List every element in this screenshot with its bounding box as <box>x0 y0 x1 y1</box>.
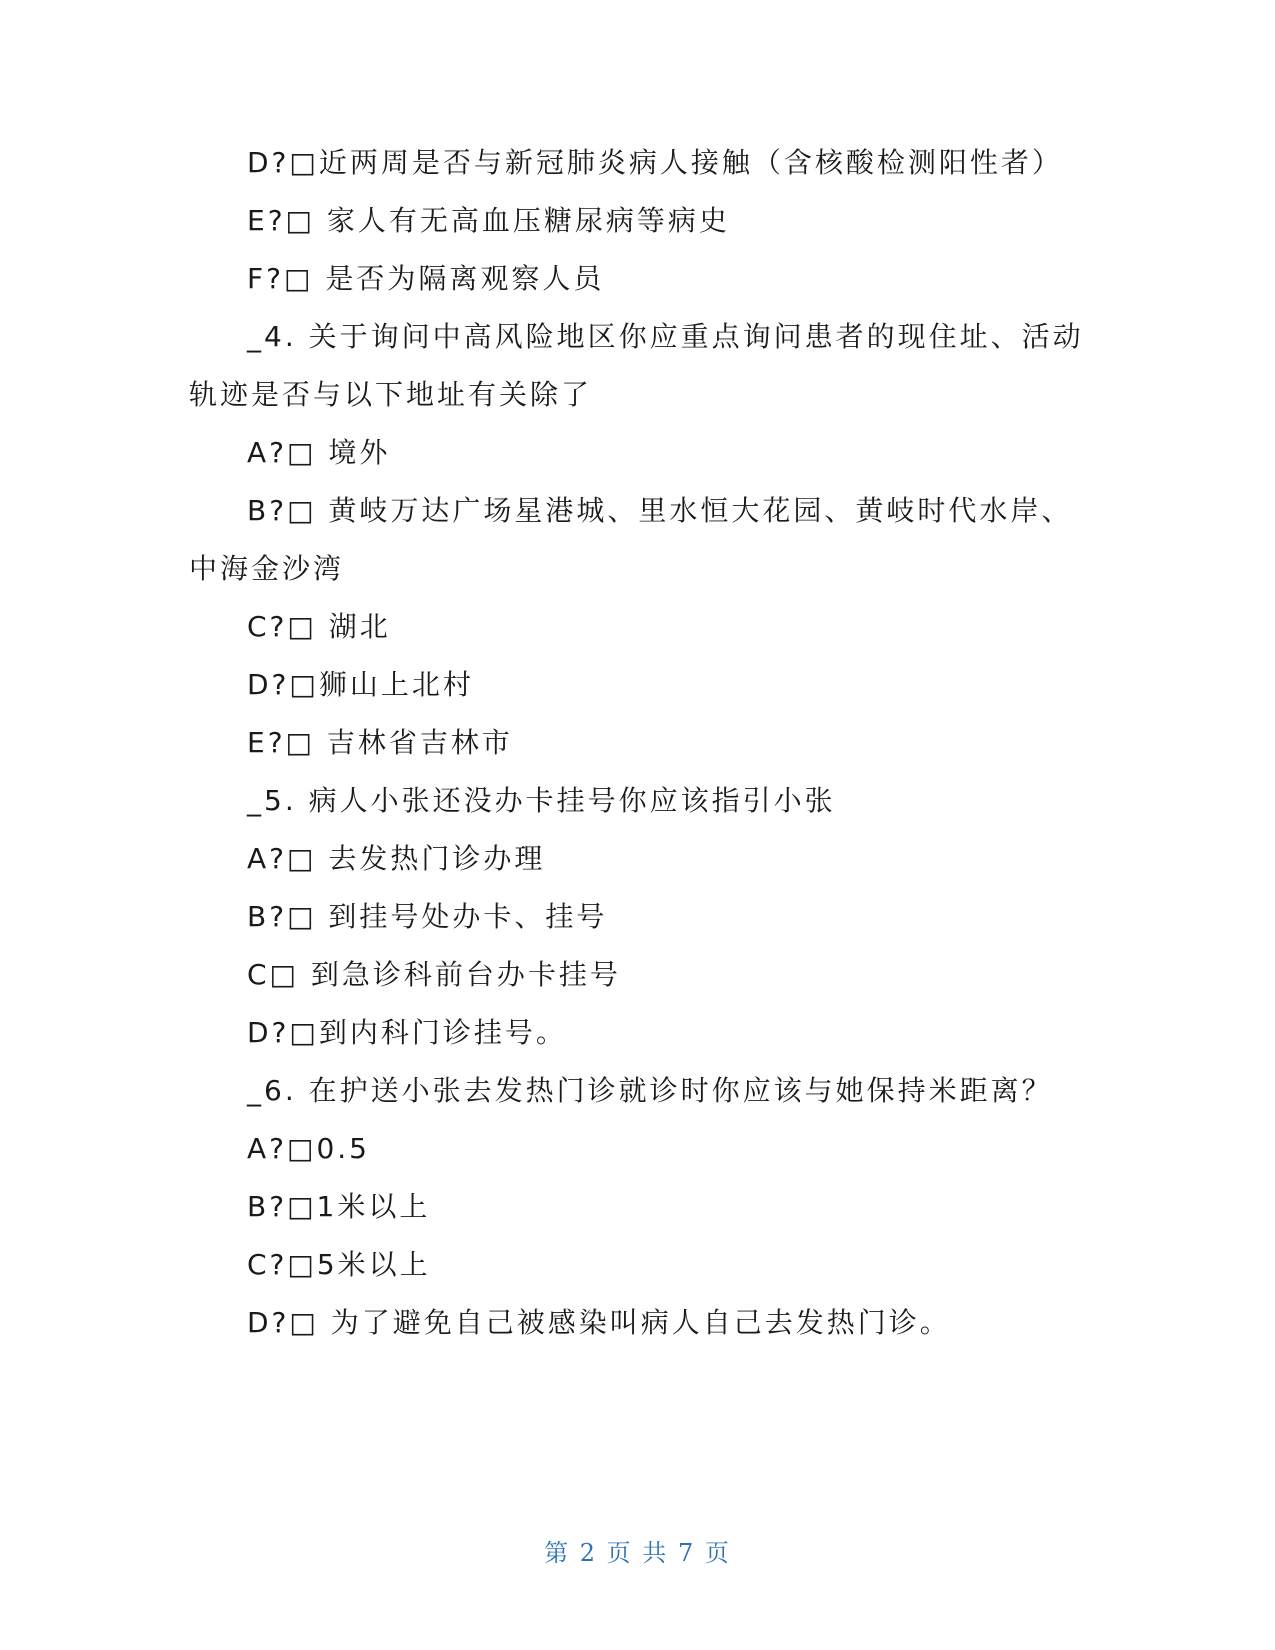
question-4-option-e: E?□ 吉林省吉林市 <box>247 726 513 759</box>
question-4-option-b-continued: 中海金沙湾 <box>189 552 345 585</box>
question-6-option-d: D?□ 为了避免自己被感染叫病人自己去发热门诊。 <box>247 1306 951 1339</box>
option-f-isolation: F?□ 是否为隔离观察人员 <box>247 262 605 295</box>
option-e-family-history: E?□ 家人有无高血压糖尿病等病史 <box>247 204 730 237</box>
page-number-footer: 第 2 页 共 7 页 <box>544 1539 731 1567</box>
question-5-option-b: B?□ 到挂号处办卡、挂号 <box>247 900 608 933</box>
question-4-option-c: C?□ 湖北 <box>247 610 391 643</box>
question-6-option-c: C?□5米以上 <box>247 1248 431 1281</box>
question-5-text: _5. 病人小张还没办卡挂号你应该指引小张 <box>247 784 836 817</box>
option-d-contact: D?□近两周是否与新冠肺炎病人接触（含核酸检测阳性者） <box>247 146 1063 179</box>
question-5-option-c: C□ 到急诊科前台办卡挂号 <box>247 958 621 991</box>
question-4-text-continued: 轨迹是否与以下地址有关除了 <box>189 378 593 411</box>
question-5-option-a: A?□ 去发热门诊办理 <box>247 842 546 875</box>
question-6-option-b: B?□1米以上 <box>247 1190 431 1223</box>
question-6-text: _6. 在护送小张去发热门诊就诊时你应该与她保持米距离？ <box>247 1074 1053 1107</box>
question-4-option-b: B?□ 黄岐万达广场星港城、里水恒大花园、黄岐时代水岸、 <box>247 494 1073 527</box>
question-6-option-a: A?□0.5 <box>247 1132 370 1165</box>
question-4-text: _4. 关于询问中高风险地区你应重点询问患者的现住址、活动 <box>247 320 1084 353</box>
question-4-option-d: D?□狮山上北村 <box>247 668 474 701</box>
question-5-option-d: D?□到内科门诊挂号。 <box>247 1016 567 1049</box>
question-4-option-a: A?□ 境外 <box>247 436 391 469</box>
